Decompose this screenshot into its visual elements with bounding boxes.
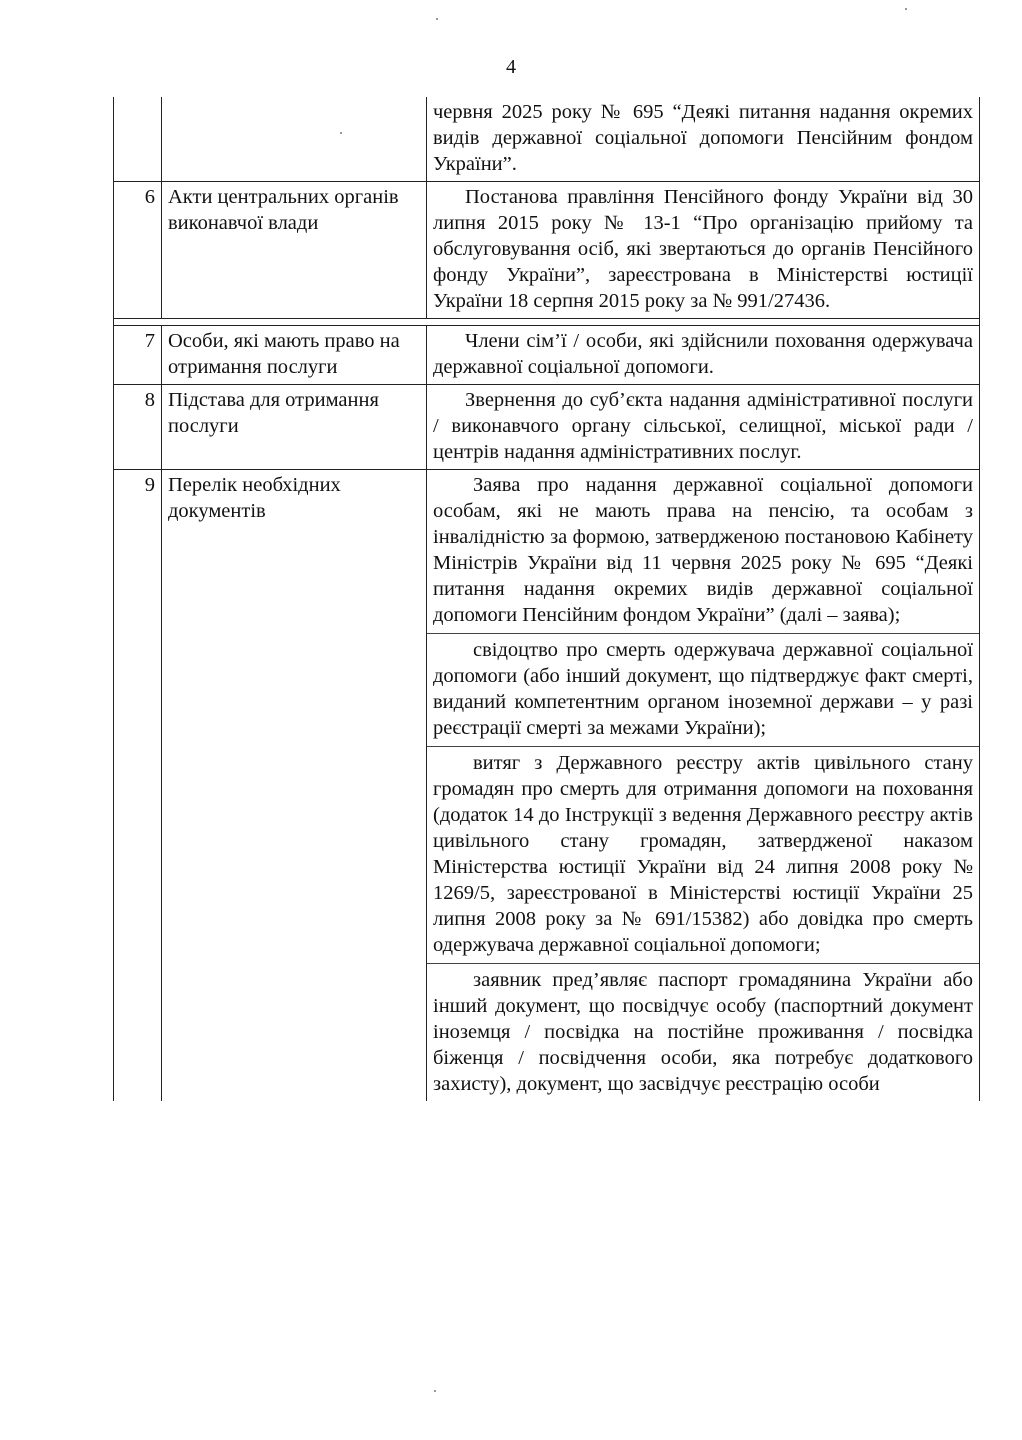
row-content: [427, 182, 980, 319]
scan-speck: [905, 8, 907, 10]
document-list-item: свідоцтво про смерть одержувача державної соціальної допомоги (або інший документ, що підтверджує факт смерті, виданий компетентним органом іноземної держави – у разі реєстрації смерті за межами України);: [433, 639, 973, 739]
row-number: [114, 97, 162, 182]
services-table: [113, 97, 980, 1101]
scan-speck: [434, 1390, 436, 1392]
row-content: [427, 470, 980, 1102]
paragraph-divider: [427, 963, 979, 964]
table-row: [114, 385, 980, 470]
row-content: [427, 385, 980, 470]
table-row: [114, 182, 980, 319]
row-content-text: Звернення до суб’єкта надання адміністративної послуги / виконавчого органу сільської, селищної, міської ради / центрів надання адміністративних послуг.: [433, 389, 973, 463]
section-header-row: [114, 319, 980, 326]
row-content-text: Постанова правління Пенсійного фонду України від 30 липня 2015 року № 13-1 “Про організацію прийому та обслуговування осіб, які звертаються до органів Пенсійного фонду України”, зареєстрована в Міністерстві юстиції України 18 серпня 2015 року за № 991/27436.: [433, 186, 973, 312]
row-label: Перелік необхідних документів: [162, 470, 427, 1102]
row-number: 7: [114, 326, 162, 385]
row-label: [162, 97, 427, 182]
scan-speck: [436, 18, 438, 20]
document-list-item: заявник пред’являє паспорт громадянина України або інший документ, що посвідчує особу (паспортний документ іноземця / посвідка на постійне проживання / посвідка біженця / посвідчення особи, яка потребує додаткового захисту), документ, що засвідчує реєстрацію особи: [433, 969, 973, 1095]
document-list-item: Заява про надання державної соціальної допомоги особам, які не мають права на пенсію, та особам з інвалідністю за формою, затвердженою постановою Кабінету Міністрів України від 11 червня 2025 року № 695 “Деякі питання надання окремих видів державної соціальної допомоги Пенсійним фондом України” (далі – заява);: [433, 474, 973, 626]
section-title: [114, 319, 980, 326]
row-number: 6: [114, 182, 162, 319]
table-row: [114, 326, 980, 385]
page-number: 4: [506, 56, 516, 78]
row-content: [427, 326, 980, 385]
document-list-item: витяг з Державного реєстру актів цивільного стану громадян про смерть для отримання допомоги на поховання (додаток 14 до Інструкції з ведення Державного реєстру актів цивільного стану громадян, затвердженої наказом Міністерства юстиції України від 24 липня 2008 року № 1269/5, зареєстрованої в Міністерстві юстиції України 25 липня 2008 року за № 691/15382) або довідка про смерть одержувача державної соціальної допомоги;: [433, 752, 973, 956]
row-label: Підстава для отримання послуги: [162, 385, 427, 470]
row-content-text: червня 2025 року № 695 “Деякі питання надання окремих видів державної соціальної допомоги Пенсійним фондом України”.: [433, 101, 973, 175]
table-row: [114, 97, 980, 182]
row-label: Особи, які мають право на отримання послуги: [162, 326, 427, 385]
paragraph-divider: [427, 633, 979, 634]
row-number: 9: [114, 470, 162, 1102]
row-content: [427, 97, 980, 182]
row-content-text: Члени сім’ї / особи, які здійснили поховання одержувача державної соціальної допомоги.: [433, 330, 973, 378]
paragraph-divider: [427, 746, 979, 747]
row-number: 8: [114, 385, 162, 470]
table-row: [114, 470, 980, 1102]
row-label: Акти центральних органів виконавчої влади: [162, 182, 427, 319]
